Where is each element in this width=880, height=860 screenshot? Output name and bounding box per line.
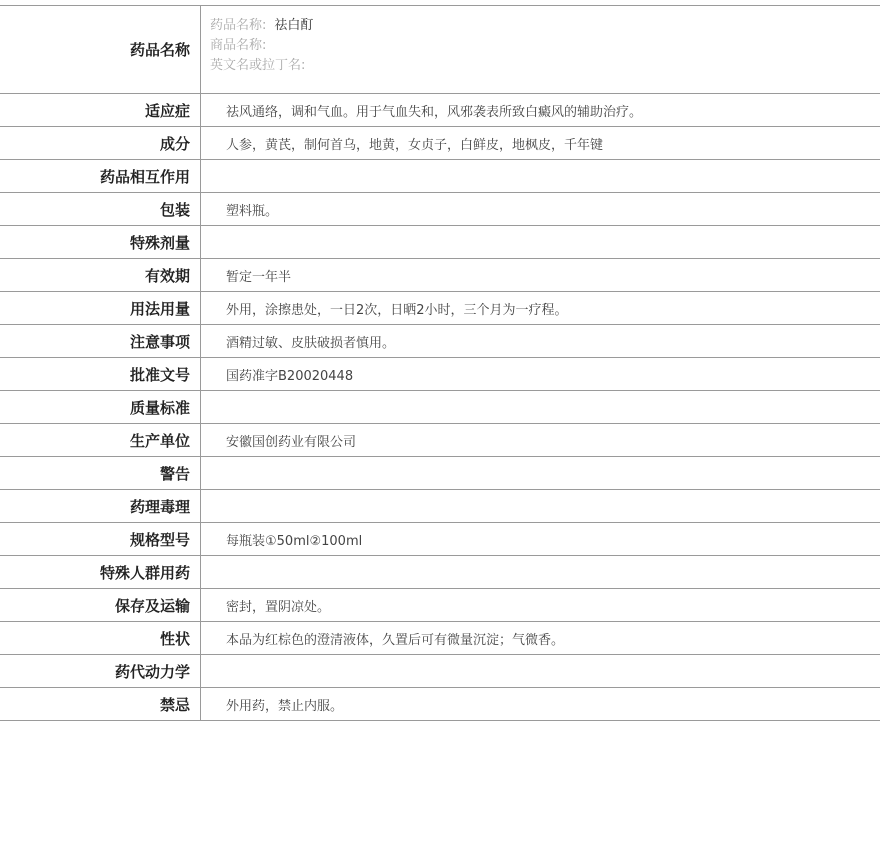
row-label: 批准文号 xyxy=(0,358,201,391)
row-label: 特殊剂量 xyxy=(0,226,201,259)
row-value: 每瓶装①50ml②100ml xyxy=(201,523,880,556)
table-row-interactions xyxy=(0,160,880,193)
row-label: 药理毒理 xyxy=(0,490,201,523)
drug-name-details xyxy=(201,6,880,94)
row-value: 外用药，禁止内服。 xyxy=(201,688,880,721)
table-row-manufacturer xyxy=(0,424,880,457)
row-label: 药品名称 xyxy=(0,6,201,94)
row-label: 药代动力学 xyxy=(0,655,201,688)
row-label: 性状 xyxy=(0,622,201,655)
latin-name-key: 英文名或拉丁名: xyxy=(210,58,306,73)
table-row-indications xyxy=(0,94,880,127)
row-label: 包装 xyxy=(0,193,201,226)
table-row-ingredients xyxy=(0,127,880,160)
row-label: 警告 xyxy=(0,457,201,490)
row-label: 有效期 xyxy=(0,259,201,292)
row-value: 塑料瓶。 xyxy=(201,193,880,226)
row-value xyxy=(201,556,880,589)
generic-name-key: 药品名称: xyxy=(210,18,267,33)
row-value: 祛风通络，调和气血。用于气血失和，风邪袭表所致白癜风的辅助治疗。 xyxy=(201,94,880,127)
table-row-specification xyxy=(0,523,880,556)
row-label: 生产单位 xyxy=(0,424,201,457)
table-row-usage-dosage xyxy=(0,292,880,325)
table-row-storage-transport xyxy=(0,589,880,622)
row-value: 外用，涂擦患处，一日2次，日晒2小时，三个月为一疗程。 xyxy=(201,292,880,325)
table-row-quality-standard xyxy=(0,391,880,424)
row-value xyxy=(201,490,880,523)
row-value: 安徽国创药业有限公司 xyxy=(201,424,880,457)
row-value xyxy=(201,391,880,424)
row-label: 质量标准 xyxy=(0,391,201,424)
row-label: 药品相互作用 xyxy=(0,160,201,193)
row-label: 规格型号 xyxy=(0,523,201,556)
row-label: 保存及运输 xyxy=(0,589,201,622)
trade-name-line xyxy=(210,36,880,56)
table-row-pharmacology-toxicology xyxy=(0,490,880,523)
row-label: 用法用量 xyxy=(0,292,201,325)
table-row-pharmacokinetics xyxy=(0,655,880,688)
row-value xyxy=(201,160,880,193)
row-value xyxy=(201,226,880,259)
table-row-special-populations xyxy=(0,556,880,589)
generic-name-line xyxy=(210,16,880,36)
row-value xyxy=(201,457,880,490)
generic-name-value: 祛白酊 xyxy=(274,18,314,33)
table-row-packaging xyxy=(0,193,880,226)
row-value: 人参，黄芪，制何首乌，地黄，女贞子，白鲜皮，地枫皮，千年键 xyxy=(201,127,880,160)
table-row-approval-number xyxy=(0,358,880,391)
table-row-precautions xyxy=(0,325,880,358)
table-row-shelf-life xyxy=(0,259,880,292)
drug-info-table xyxy=(0,5,880,721)
table-row-contraindications xyxy=(0,688,880,721)
row-value: 本品为红棕色的澄清液体，久置后可有微量沉淀；气微香。 xyxy=(201,622,880,655)
row-label: 特殊人群用药 xyxy=(0,556,201,589)
row-label: 注意事项 xyxy=(0,325,201,358)
row-value: 酒精过敏、皮肤破损者慎用。 xyxy=(201,325,880,358)
row-value: 暂定一年半 xyxy=(201,259,880,292)
row-value: 国药准字B20020448 xyxy=(201,358,880,391)
table-row-description xyxy=(0,622,880,655)
table-row-drug-name xyxy=(0,6,880,94)
row-label: 适应症 xyxy=(0,94,201,127)
trade-name-key: 商品名称: xyxy=(210,38,267,53)
table-row-special-dosage xyxy=(0,226,880,259)
latin-name-line xyxy=(210,56,880,76)
row-label: 禁忌 xyxy=(0,688,201,721)
row-value: 密封，置阴凉处。 xyxy=(201,589,880,622)
table-row-warning xyxy=(0,457,880,490)
row-value xyxy=(201,655,880,688)
row-label: 成分 xyxy=(0,127,201,160)
